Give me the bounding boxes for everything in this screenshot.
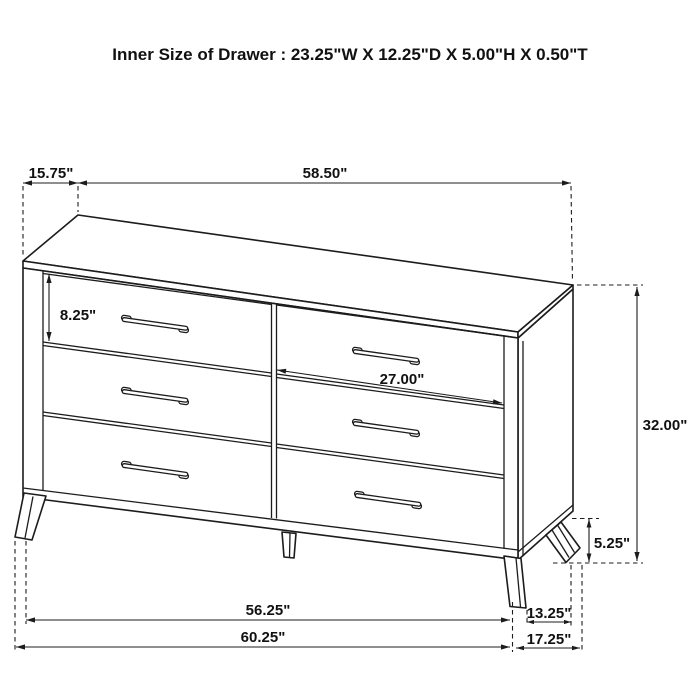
dim-label-side-span-overall: 17.25" (526, 631, 572, 648)
dimension-front-span-inner (26, 541, 510, 624)
dim-label-overall-height: 32.00" (642, 417, 688, 434)
dimension-side-span-inner (527, 565, 572, 626)
front-center-leg (282, 532, 296, 558)
dim-label-top-depth: 15.75" (28, 165, 74, 182)
dimension-overall-width (15, 541, 513, 652)
dim-label-leg-height: 5.25" (593, 535, 631, 552)
dim-label-drawer-height: 8.25" (59, 307, 97, 324)
dimension-leg-height (572, 519, 630, 563)
figure-title: Inner Size of Drawer : 23.25"W X 12.25"D X 5.00"H X 0.50"T (112, 45, 588, 64)
front-left-leg (15, 493, 46, 540)
dim-label-side-span-inner: 13.25" (526, 605, 572, 622)
dim-label-drawer-width: 27.00" (379, 371, 425, 388)
dim-label-front-span-inner: 56.25" (245, 602, 291, 619)
dim-label-top-width: 58.50" (302, 165, 348, 182)
front-right-leg (504, 556, 526, 608)
dresser-drawing (15, 215, 580, 608)
dim-label-overall-width: 60.25" (240, 629, 286, 646)
